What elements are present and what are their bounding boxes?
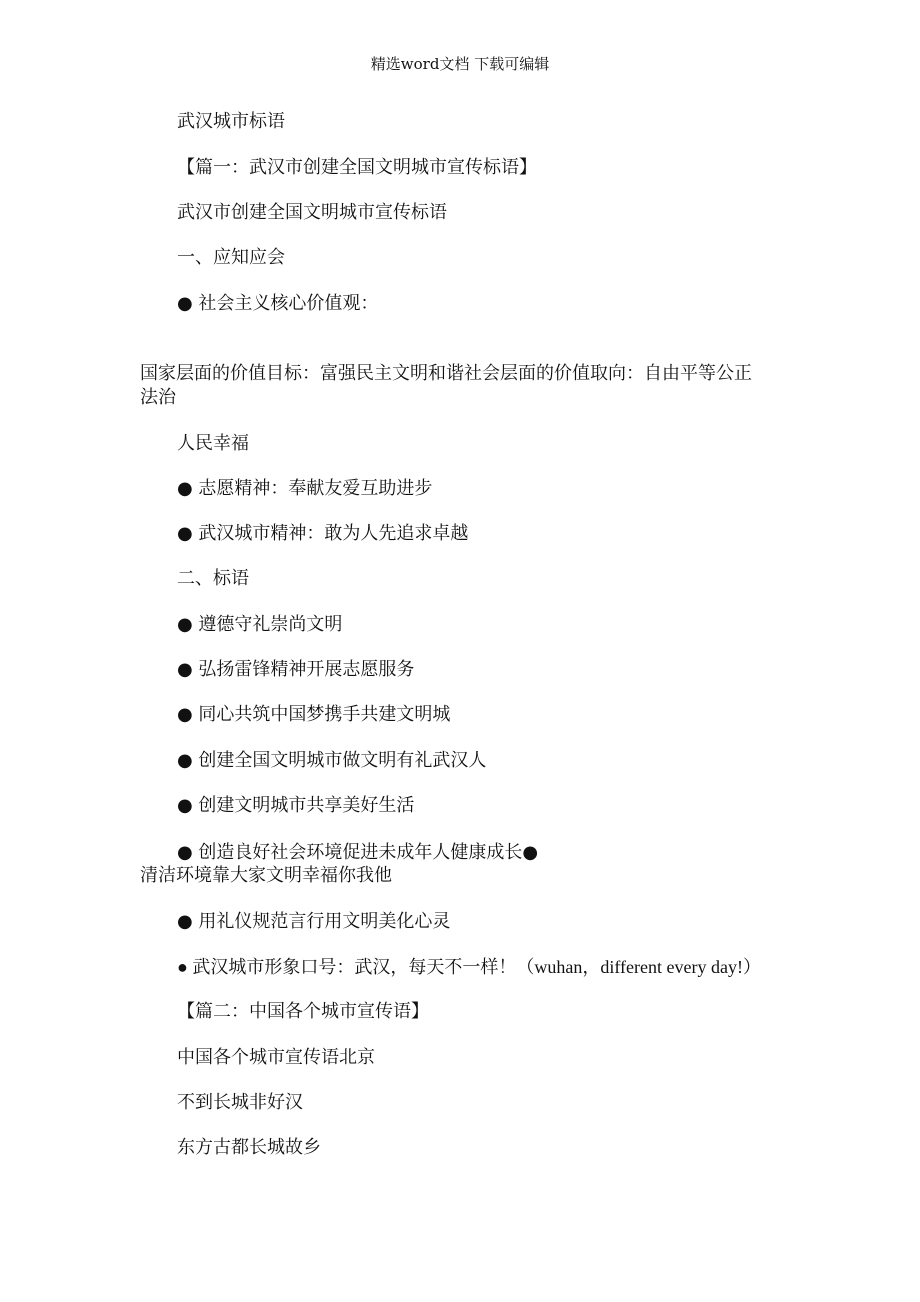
bullet-item: ● 创造良好社会环境促进未成年人健康成长● — [177, 842, 539, 863]
paragraph: 中国各个城市宣传语北京 — [177, 1047, 375, 1068]
bullet-item: ● 武汉城市形象口号：武汉，每天不一样！（wuhan，different every day!） — [177, 957, 761, 977]
bullet-item: ● 志愿精神：奉献友爱互助进步 — [177, 478, 433, 499]
bullet-item: ● 创建全国文明城市做文明有礼武汉人 — [177, 750, 487, 771]
bullet-item: ● 创建文明城市共享美好生活 — [177, 795, 415, 816]
bullet-item: ● 社会主义核心价值观： — [177, 293, 379, 314]
paragraph: 人民幸福 — [177, 433, 249, 454]
paragraph: 国家层面的价值目标：富强民主文明和谐社会层面的价值取向：自由平等公正 — [140, 363, 752, 384]
bullet-item: ● 同心共筑中国梦携手共建文明城 — [177, 704, 451, 725]
paragraph: 东方古都长城故乡 — [177, 1137, 321, 1158]
paragraph: 不到长城非好汉 — [177, 1092, 303, 1113]
bullet-item: ● 弘扬雷锋精神开展志愿服务 — [177, 659, 415, 680]
paragraph: 法治 — [140, 387, 176, 408]
subheading-1: 一、应知应会 — [177, 247, 285, 268]
subheading-2: 二、标语 — [177, 568, 249, 589]
document-title: 武汉城市标语 — [177, 111, 285, 132]
bullet-item: ● 遵德守礼崇尚文明 — [177, 614, 343, 635]
section-heading-2: 【篇二：中国各个城市宣传语】 — [177, 1001, 429, 1022]
bullet-item: ● 武汉城市精神：敢为人先追求卓越 — [177, 523, 469, 544]
page-header: 精选word文档 下载可编辑 — [370, 55, 550, 73]
paragraph: 武汉市创建全国文明城市宣传标语 — [177, 202, 447, 223]
paragraph: 清洁环境靠大家文明幸福你我他 — [140, 865, 392, 886]
section-heading-1: 【篇一：武汉市创建全国文明城市宣传标语】 — [177, 157, 537, 178]
bullet-item: ● 用礼仪规范言行用文明美化心灵 — [177, 911, 451, 932]
